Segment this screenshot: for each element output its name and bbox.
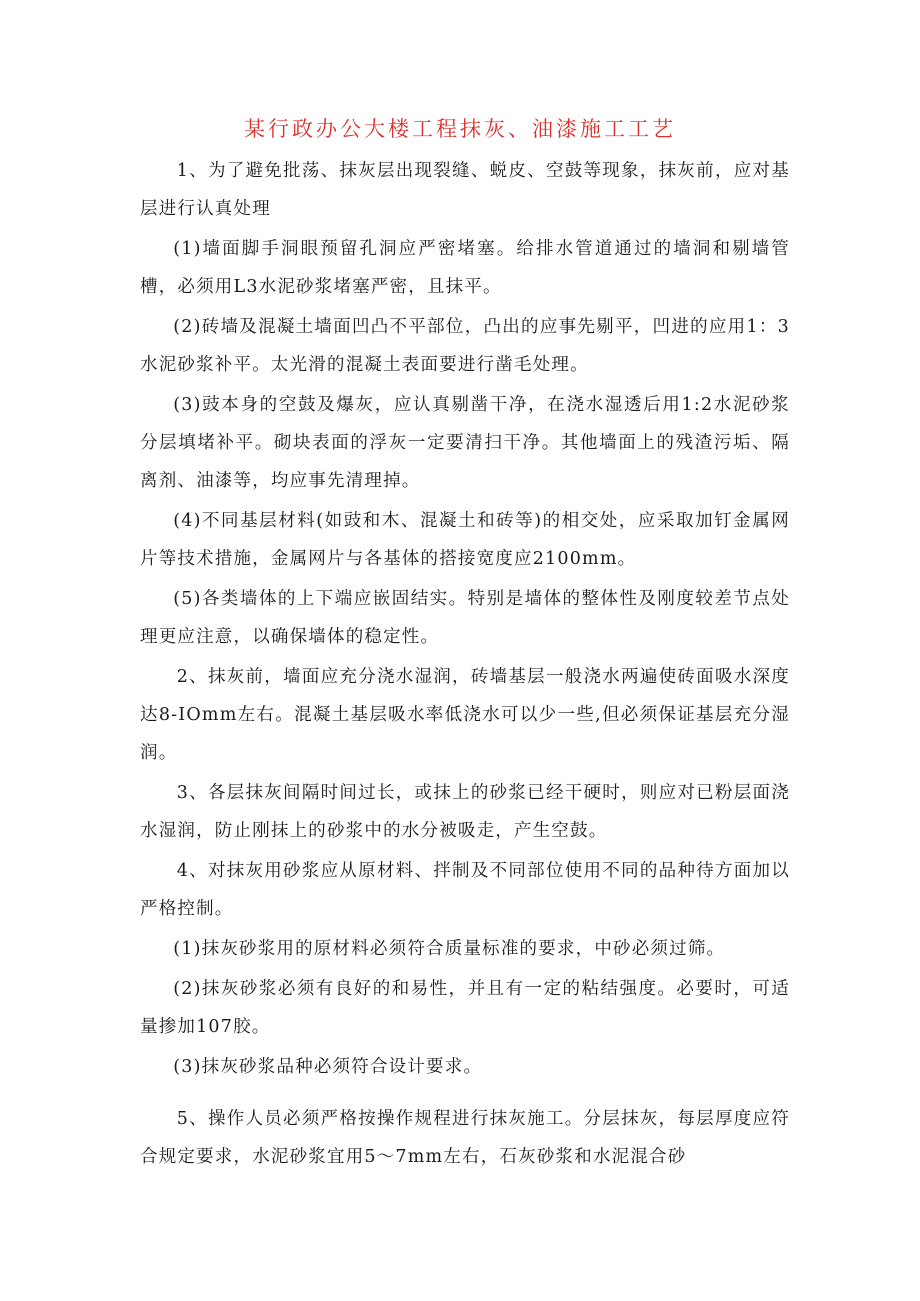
paragraph-1-item-3: (3)豉本身的空鼓及爆灰，应认真剔凿干净，在浇水湿透后用1:2水泥砂浆分层填堵补平。砌块表面的浮灰一定要清扫干净。其他墙面上的残渣污垢、隔离剂、油漆等，均应事先清理掉。 (140, 395, 790, 491)
paragraph-4-item-2: (2)抹灰砂浆必须有良好的和易性，并且有一定的粘结强度。必要时，可适量掺加107胶。 (140, 979, 790, 1037)
paragraph-1: 1、为了避免批荡、抹灰层出现裂缝、蜕皮、空鼓等现象，抹灰前，应对基层进行认真处理 (140, 161, 790, 219)
paragraph-3: 3、各层抹灰间隔时间过长，或抹上的砂浆已经干硬时，则应对已粉层面浇水湿润，防止刚抹上的砂浆中的水分被吸走，产生空鼓。 (140, 783, 790, 841)
paragraph-1-item-1: (1)墙面脚手洞眼预留孔洞应严密堵塞。给排水管道通过的墙洞和剔墙管槽，必须用L3水泥砂浆堵塞严密，且抹平。 (140, 239, 790, 297)
paragraph-1-item-2: (2)砖墙及混凝土墙面凹凸不平部位，凸出的应事先剔平，凹进的应用1：3水泥砂浆补平。太光滑的混凝土表面要进行凿毛处理。 (140, 317, 790, 375)
paragraph-5: 5、操作人员必须严格按操作规程进行抹灰施工。分层抹灰，每层厚度应符合规定要求，水泥砂浆宜用5〜7mm左右，石灰砂浆和水泥混合砂 (140, 1109, 790, 1167)
paragraph-4: 4、对抹灰用砂浆应从原材料、拌制及不同部位使用不同的品种待方面加以严格控制。 (140, 861, 790, 919)
paragraph-1-item-4: (4)不同基层材料(如豉和木、混凝土和砖等)的相交处，应采取加钉金属网片等技术措施，金属网片与各基体的搭接宽度应2100mm。 (140, 511, 790, 569)
document-body (140, 152, 790, 1178)
paragraph-4-item-1: (1)抹灰砂浆用的原材料必须符合质量标准的要求，中砂必须过筛。 (173, 939, 726, 959)
paragraph-1-item-5: (5)各类墙体的上下端应嵌固结实。特别是墙体的整体性及刚度较差节点处理更应注意，以确保墙体的稳定性。 (140, 589, 790, 647)
document-title: 某行政办公大楼工程抹灰、油漆施工工艺 (244, 117, 676, 141)
paragraph-2: 2、抹灰前，墙面应充分浇水湿润，砖墙基层一般浇水两遍使砖面吸水深度达8-IOmm左右。混凝土基层吸水率低浇水可以少一些,但必须保证基层充分湿润。 (140, 667, 790, 763)
paragraph-4-item-3: (3)抹灰砂浆品种必须符合设计要求。 (173, 1057, 483, 1077)
